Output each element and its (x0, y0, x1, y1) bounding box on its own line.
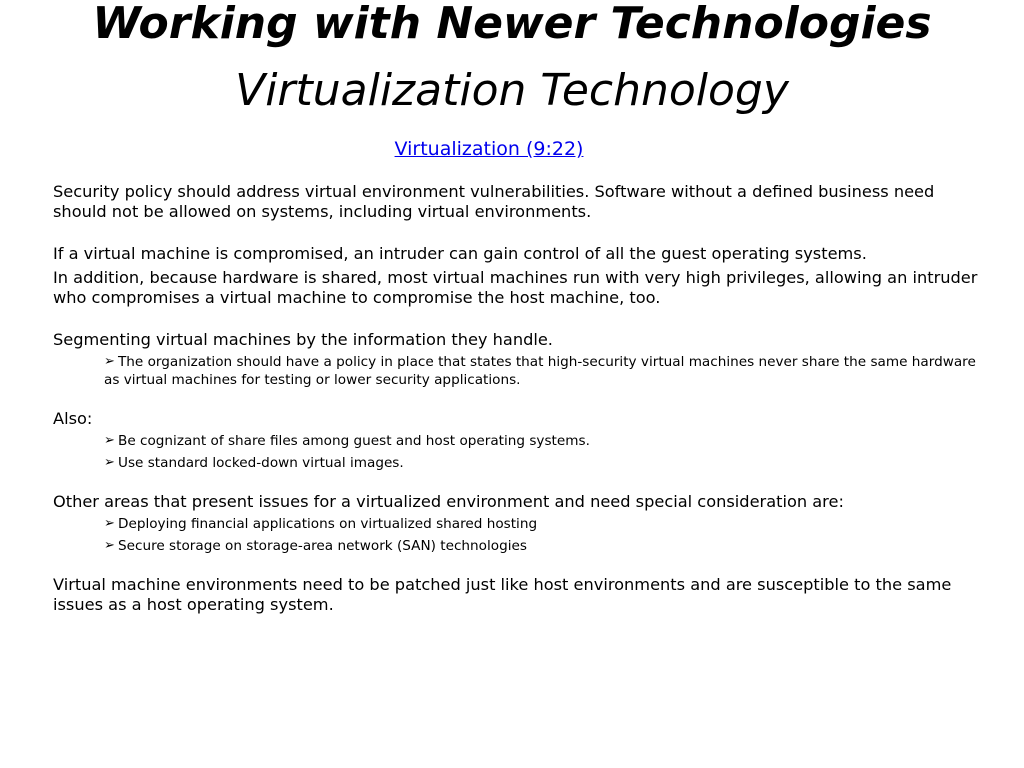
list-item (104, 454, 983, 472)
arrow-bullet-icon: ➢ (104, 455, 115, 470)
arrow-bullet-icon: ➢ (104, 538, 115, 553)
paragraph-shared-hardware: In addition, because hardware is shared, most virtual machines run with very high privileges, allowing an intruder who compromises a virtual machine to compromise the host machine, too. (53, 268, 978, 307)
video-link[interactable]: Virtualization (9:22) (394, 138, 584, 160)
slide-body (53, 182, 983, 615)
paragraph-patching: Virtual machine environments need to be patched just like host environments and are susceptible to the same issues as a host operating system. (53, 575, 952, 614)
paragraph-also: Also: (53, 409, 93, 428)
bullet-text: Use standard locked-down virtual images. (118, 455, 404, 471)
bullet-text: Secure storage on storage-area network (SAN) technologies (118, 538, 527, 554)
list-item (104, 515, 983, 533)
paragraph-segmenting: Segmenting virtual machines by the information they handle. (53, 330, 553, 349)
bullet-text: The organization should have a policy in place that states that high-security virtual machines never share the same hardware as virtual machines for testing or lower security applications. (104, 354, 976, 388)
paragraph-security-policy: Security policy should address virtual environment vulnerabilities. Software without a defined business need should not be allowed on systems, including virtual environments. (53, 182, 935, 221)
arrow-bullet-icon: ➢ (104, 433, 115, 448)
list-item (104, 432, 983, 450)
list-item (104, 537, 983, 555)
also-bullet-list (104, 432, 983, 472)
arrow-bullet-icon: ➢ (104, 516, 115, 531)
slide-title: Working with Newer Technologies (92, 0, 932, 49)
slide-subtitle: Virtualization Technology (235, 65, 789, 116)
paragraph-compromise: If a virtual machine is compromised, an intruder can gain control of all the guest operating systems. (53, 244, 867, 263)
bullet-text: Be cognizant of share files among guest and host operating systems. (118, 433, 590, 449)
arrow-bullet-icon: ➢ (104, 354, 115, 369)
segmenting-bullet-list (104, 353, 983, 389)
list-item (104, 353, 983, 389)
bullet-text: Deploying financial applications on virtualized shared hosting (118, 516, 538, 532)
paragraph-other-areas: Other areas that present issues for a virtualized environment and need special consideration are: (53, 492, 844, 511)
other-areas-bullet-list (104, 515, 983, 555)
